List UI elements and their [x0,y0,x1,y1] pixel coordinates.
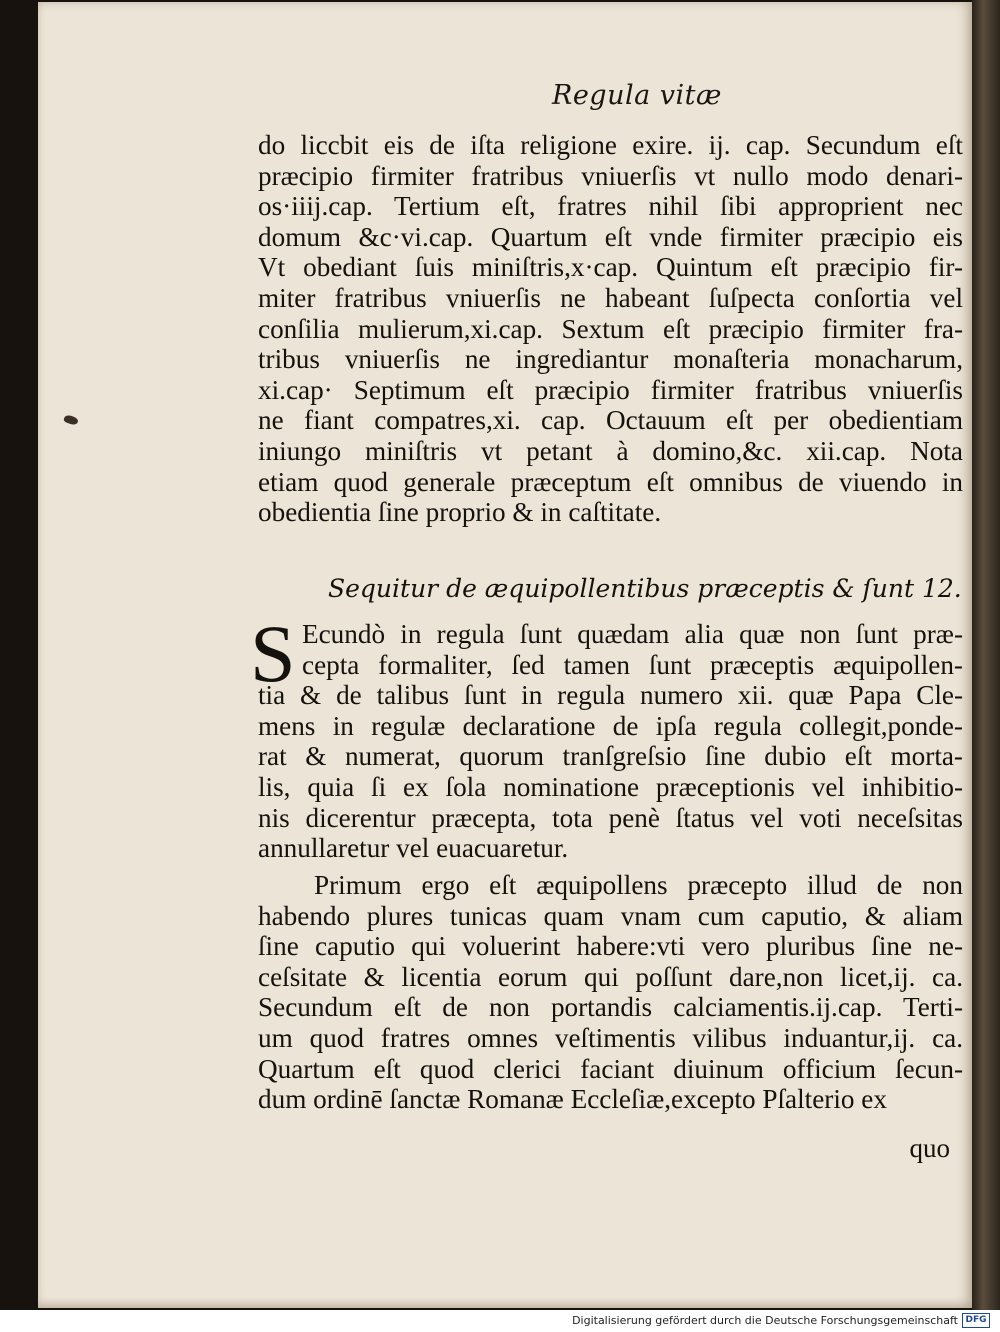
text-line: Secundum eſt de non portandis calciamentis.ij.cap. Terti- [258,992,963,1023]
text-line: ne fiant compatres,xi. cap. Octauum eſt per obedientiam [258,405,963,436]
text-line: iniungo miniſtris vt petant à domino,&c. xii.cap. Nota [258,435,963,466]
text-line: ceſsitate & licentia eorum qui poſſunt dare,non licet,ij. ca. [258,961,963,992]
text-line: tribus vniuerſis ne ingrediantur monaſteria monacharum, [258,344,963,375]
text-line: Vt obediant ſuis miniſtris,x·cap. Quintum eſt præcipio fir- [258,252,963,283]
text-line: nis dicerentur præcepta, tota penè ſtatus vel voti neceſsitas [258,802,963,833]
paragraph-1 [258,130,963,528]
text-line: mens in regulæ declaratione de ipſa regula collegit,ponde- [258,710,963,741]
drop-cap: S [250,608,296,699]
text-line: etiam quod generale præceptum eſt omnibus de viuendo in [258,466,963,497]
text-line: habendo plures tunicas quam vnam cum caputio, & aliam [258,900,963,931]
text-line: obedientia ſine proprio & in caſtitate. [258,497,662,528]
footer-credit: Digitalisierung gefördert durch die Deutsche Forschungsgemeinschaft [572,1314,958,1327]
page-edge [972,0,1000,1310]
running-head: Regula vitæ [552,80,722,111]
text-line: rat & numerat, quorum tranſgreſsio ſine dubio eſt morta- [258,741,963,772]
section-heading: Sequitur de æquipollentibus præceptis & ſunt 12. [328,574,962,603]
text-line: dum ordinē ſanctæ Romanæ Eccleſiæ,excepto Pſalterio ex [258,1084,887,1115]
text-line: cepta formaliter, ſed tamen ſunt præceptis æquipollen- [302,649,963,680]
text-line: lis, quia ſi ex ſola nominatione præceptionis vel inhibitio- [258,771,963,802]
text-line: Quartum eſt quod clerici faciant diuinum officium ſecun- [258,1053,963,1084]
dfg-logo: DFG [962,1313,990,1328]
text-line: um quod fratres omnes veſtimentis vilibus induantur,ij. ca. [258,1022,963,1053]
text-line: do liccbit eis de iſta religione exire. ij. cap. Secundum eſt [258,130,963,160]
text-line: ſine caputio qui voluerint habere:vti vero pluribus ſine ne- [258,931,963,962]
text-line: præcipio firmiter fratribus vniuerſis vt nullo modo denari- [258,160,963,191]
text-line: Ecundò in regula ſunt quædam alia quæ non ſunt præ- [302,619,963,649]
text-line: miter fratribus vniuerſis ne habeant ſuſpecta conſortia vel [258,282,963,313]
text-line: tia & de talibus ſunt in regula numero xii. quæ Papa Cle- [258,680,963,711]
text-line: annullaretur vel euacuaretur. [258,833,569,864]
text-line: domum &c·vi.cap. Quartum eſt vnde firmiter præcipio eis [258,221,963,252]
text-line: xi.cap· Septimum eſt præcipio firmiter fratribus vniuerſis [258,374,963,405]
text-line: os·iiij.cap. Tertium eſt, fratres nihil ſibi approprient nec [258,191,963,222]
paragraph-3 [258,870,963,1115]
text-line: Primum ergo eſt æquipollens præcepto illud de non [314,870,963,900]
text-line: conſilia mulierum,xi.cap. Sextum eſt præcipio firmiter fra- [258,313,963,344]
paragraph-2 [258,619,963,864]
catchword: quo [909,1133,950,1163]
